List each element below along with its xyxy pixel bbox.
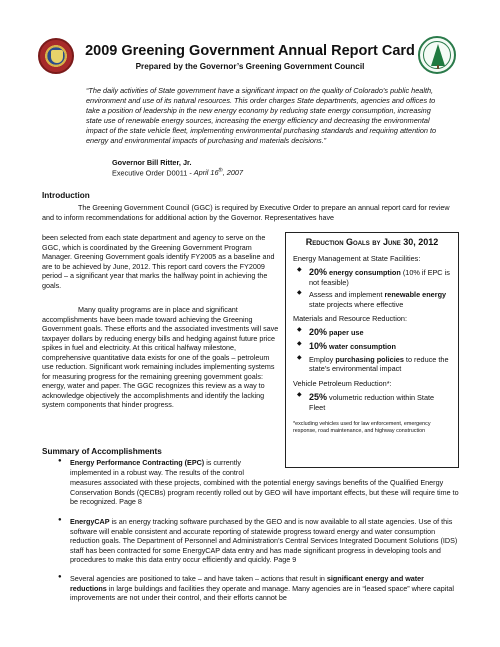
reduction-goals-box [285, 232, 459, 468]
introduction-paragraph-2: Many quality programs are in place and significant accomplishments have been made toward achieving the Greening Government goals. These efforts and the associated investments will save taxpayer dollars by reducing energy bills and hedging against future price spikes in fuel and electricity. At this critical halfway milestone, comprehensive quantitative data exists for one of the goals – petroleum use reduction. Significant work remaining includes implementing systems for measuring progress for the remaining greening government goals: energy, water and paper. The GGC recognizes this review as a way to acknowledge objectively the accomplishments and identify the lacking system components that hinder progress. [42, 305, 279, 409]
accomplishment-agency-reductions: ● Several agencies are positioned to take – and have taken – actions that result in significant energy and water reductions in large buildings and facilities they operate and manage. Many agencies are in “leased space” where capital improvements are not under their control, and their efforts cannot be [70, 574, 462, 603]
accomplishment-epc: ● Energy Performance Contracting (EPC) is currently implemented in a robust way. The results of the control [70, 458, 275, 477]
vehicle-goals-list [293, 392, 451, 414]
introduction-paragraph-1: The Greening Government Council (GGC) is required by Executive Order to prepare an annual report card for review and to inform recommendations for additional action by the Governor. Representatives have [42, 203, 450, 222]
energy-goals-list [293, 267, 451, 310]
accomplishment-epc-continued: measures associated with these projects, combined with the potential energy savings benefits of the Qualified Energy Conservation Bonds (QECBs) program recently rolled out by GEO will have important effects, but these will require time to be recognized. Page 8 [70, 478, 459, 506]
materials-reduction-heading: Materials and Resource Reduction: [293, 314, 407, 324]
vehicle-exclusion-footnote: *excluding vehicles used for law enforcement, emergency response, road maintenance, and highway construction [293, 421, 431, 435]
list-item: ◆ 20% energy consumption (10% if EPC is not feasible) [293, 267, 451, 289]
materials-goals-list [293, 327, 451, 374]
summary-heading: Summary of Accomplishments [42, 447, 162, 456]
governor-quote: “The daily activities of State government have a significant impact on the quality of Colorado’s public health, environment and use of its natural resources. This order charges State departments, agencies and offices to take a position of leadership in the new energy economy by reducing state energy consumption, increasing state use of renewable energy sources, increasing the energy efficiency and decreasing the environmental impact of the state vehicle fleet, implementing environmental purchasing standards and requiring attention to energy and environmental impacts of purchasing and materials decisions.” [86, 86, 437, 146]
energy-management-heading: Energy Management at State Facilities: [293, 253, 421, 263]
list-item: ◆ 20% paper use [293, 327, 451, 339]
vehicle-petroleum-heading: Vehicle Petroleum Reduction*: [293, 378, 392, 388]
report-title: 2009 Greening Government Annual Report Card [85, 43, 415, 59]
quote-author: Governor Bill Ritter, Jr. [112, 158, 192, 167]
introduction-heading: Introduction [42, 191, 90, 200]
executive-order-citation: Executive Order D0011 - April 16th, 2007 [112, 168, 244, 178]
list-item: ◆ 25% volumetric reduction within State Fleet [293, 392, 451, 414]
accomplishment-energycap: ● EnergyCAP is an energy tracking software purchased by the GEO and is now available to all state agencies. Use of this software will enable consistent and accurate reporting of statewide progress toward energy and water consumption reduction goals. The Department of Personnel and Administration’s Central Services Integrated Document Solutions (IDS) staff has been contracted for some EnergyCAP data entry and has made significant progress in developing tools and procedures to make this data entry occur efficiently and quickly. Page 9 [70, 517, 462, 565]
reduction-goals-title: Reduction Goals by June 30, 2012 [305, 237, 439, 247]
list-item: ◆ Assess and implement renewable energy state projects where effective [293, 290, 451, 309]
list-item: ◆ Employ purchasing policies to reduce the state’s environmental impact [293, 355, 451, 374]
list-item: ◆ 10% water consumption [293, 341, 451, 353]
report-subtitle: Prepared by the Governor’s Greening Government Council [135, 62, 365, 71]
introduction-paragraph-1-continued: been selected from each state department and agency to serve on the GGC, which is coordinated by the Greening Government Program Manager. Greening Government goals identify FY2005 as a baseline and are to be achieved by June, 2012. This report card covers the FY2009 period – a significant year that marks the halfway point in achieving the goals. [42, 233, 275, 290]
